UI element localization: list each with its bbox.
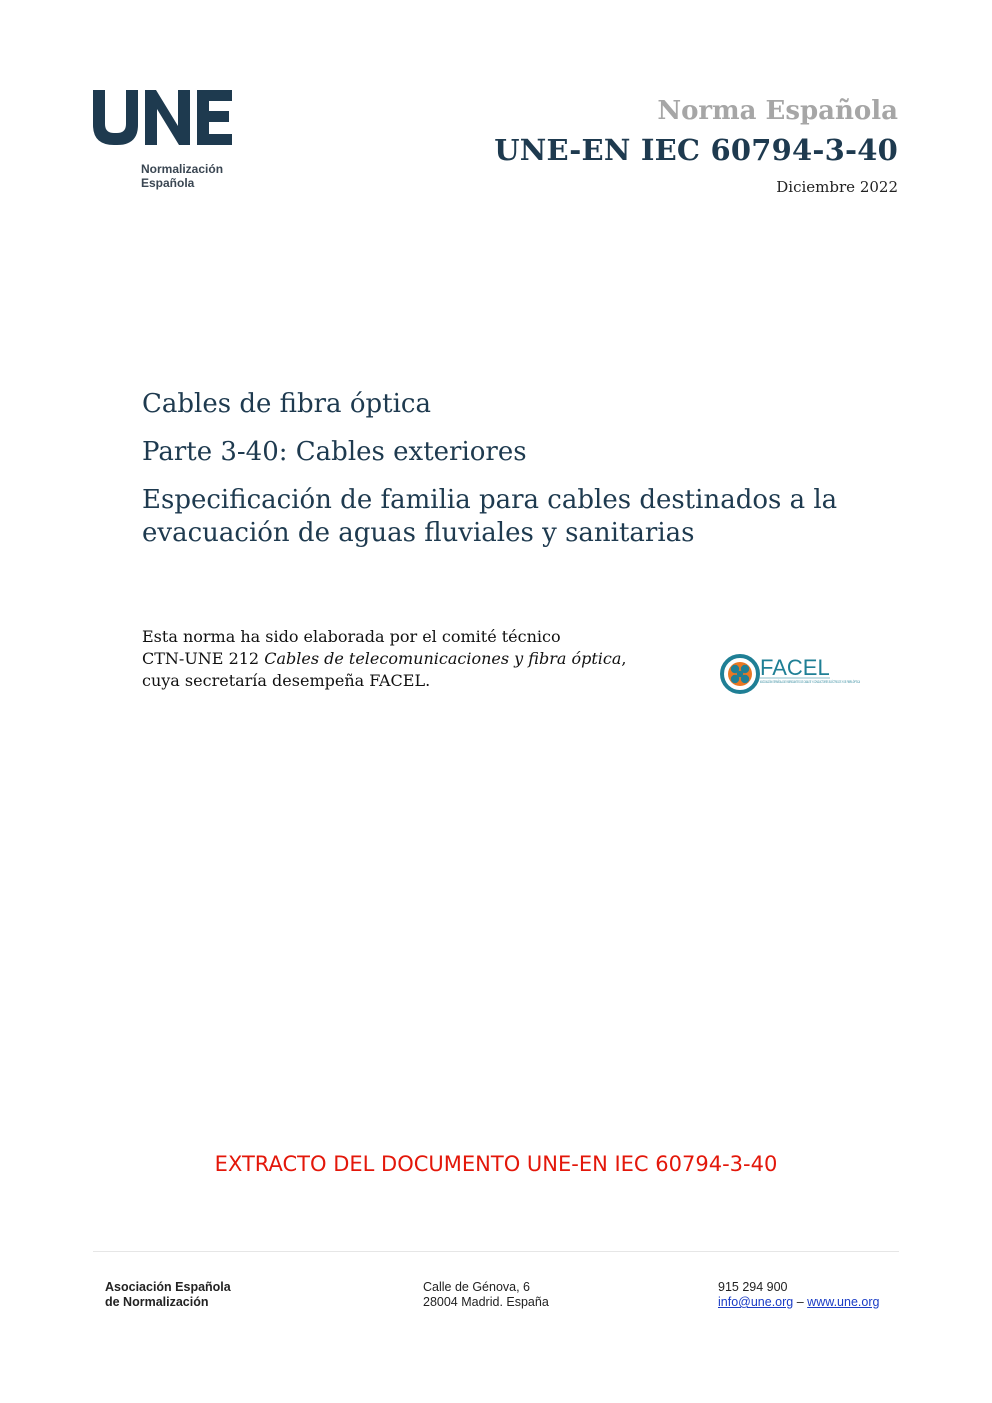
- une-logo: [93, 90, 233, 145]
- footer-organization: [105, 1280, 231, 1310]
- footer-email-link[interactable]: info@une.org: [718, 1295, 794, 1309]
- footer-phone: 915 294 900: [718, 1280, 788, 1294]
- title-line-1: Cables de fibra óptica: [142, 389, 431, 419]
- committee-line-3: cuya secretaría desempeña FACEL.: [142, 671, 431, 690]
- footer-org-line2: de Normalización: [105, 1295, 209, 1309]
- committee-line-2: CTN-UNE 212 Cables de telecomunicaciones y fibra óptica,: [142, 649, 627, 668]
- facel-logo: [720, 650, 947, 698]
- facel-tagline: ASOCIACIÓN ESPAÑOLA DE FABRICANTES DE CABLES Y CONDUCTORES ELÉCTRICOS Y DE FIBRA ÓPTICA: [760, 680, 947, 684]
- committee-line-1: Esta norma ha sido elaborada por el comité técnico: [142, 627, 561, 646]
- norma-code: UNE-EN IEC 60794-3-40: [494, 133, 898, 167]
- extract-banner: EXTRACTO DEL DOCUMENTO UNE-EN IEC 60794-3-40: [214, 1152, 778, 1176]
- committee-statement: [142, 626, 702, 692]
- footer-separator: –: [796, 1295, 804, 1309]
- footer-address: [423, 1280, 549, 1310]
- footer-org-line1: Asociación Española: [105, 1280, 231, 1294]
- footer-addr-line1: Calle de Génova, 6: [423, 1280, 531, 1294]
- footer-contact: [718, 1280, 879, 1310]
- facel-wordmark: FACEL: [760, 655, 830, 680]
- norma-date: Diciembre 2022: [776, 178, 898, 196]
- logo-subtitle: [141, 162, 223, 190]
- footer-divider: [93, 1251, 899, 1252]
- footer-addr-line2: 28004 Madrid. España: [423, 1295, 549, 1309]
- footer-website-link[interactable]: www.une.org: [807, 1295, 880, 1309]
- committee-name: Cables de telecomunicaciones y fibra óptica: [264, 649, 622, 668]
- title-line-2: Parte 3-40: Cables exteriores: [142, 437, 527, 467]
- footer-links: [718, 1295, 879, 1310]
- committee-code: CTN-UNE 212: [142, 649, 260, 668]
- title-line-3: Especificación de familia para cables destinados a la evacuación de aguas fluviales y sanitarias: [142, 485, 838, 548]
- logo-subtitle-line1: Normalización: [141, 162, 224, 176]
- logo-subtitle-line2: Española: [141, 176, 195, 190]
- norma-label: Norma Española: [657, 96, 898, 126]
